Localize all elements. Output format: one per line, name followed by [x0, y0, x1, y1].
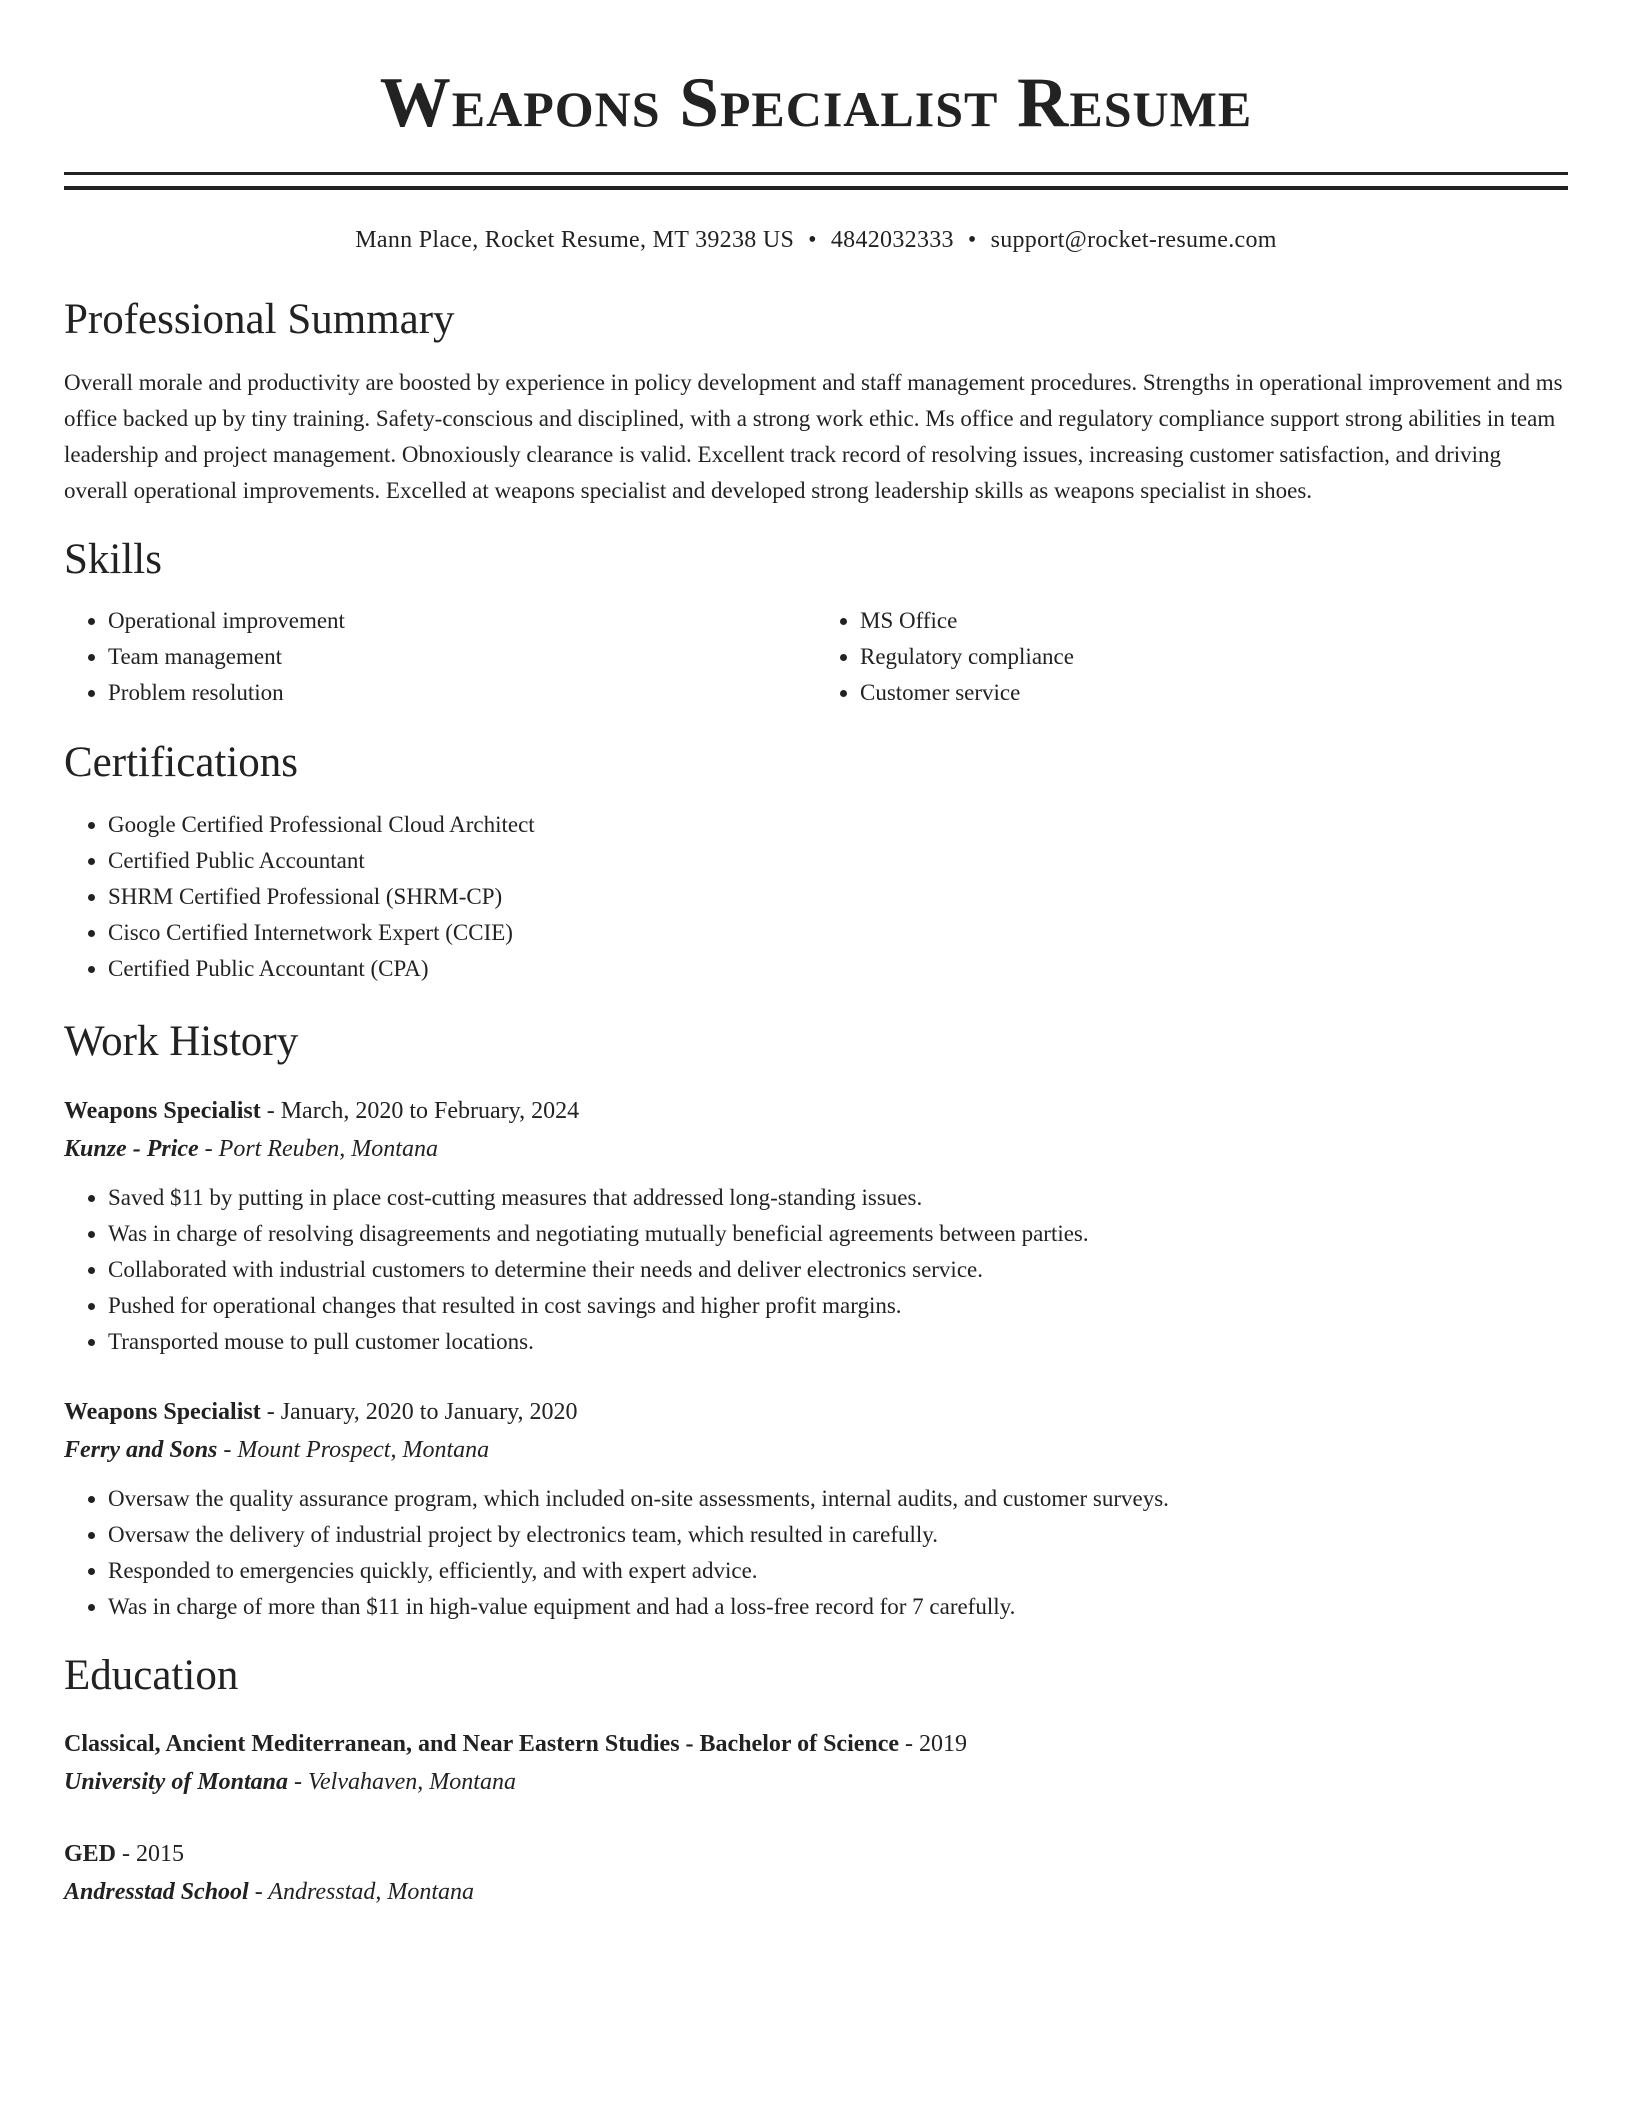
certification-item: • Google Certified Professional Cloud Architect — [108, 807, 1568, 843]
education-year: - 2015 — [116, 1841, 185, 1867]
job-bullet: • Was in charge of resolving disagreements and negotiating mutually beneficial agreements between parties. — [108, 1216, 1568, 1252]
skills-heading: Skills — [64, 536, 162, 583]
skills-list-right — [816, 603, 1568, 711]
skill-item: • Operational improvement — [108, 603, 816, 639]
education-degree-line — [64, 1835, 1568, 1873]
skills-list-left — [64, 603, 816, 711]
job-bullets — [64, 1481, 1568, 1625]
contact-phone: 4842032333 — [830, 227, 954, 253]
contact-separator: • — [808, 227, 817, 253]
job-bullet: • Oversaw the delivery of industrial project by electronics team, which resulted in carefully. — [108, 1517, 1568, 1553]
education-school: University of Montana — [64, 1769, 289, 1795]
skills-grid — [64, 603, 1568, 711]
education-entry — [64, 1835, 1568, 1911]
education-location: - Andresstad, Montana — [248, 1879, 475, 1905]
job-title: Weapons Specialist — [64, 1399, 261, 1425]
education-heading: Education — [64, 1652, 239, 1699]
contact-line — [64, 225, 1568, 255]
education-degree-line — [64, 1725, 1568, 1763]
job-bullet: • Saved $11 by putting in place cost-cutting measures that addressed long-standing issues. — [108, 1180, 1568, 1216]
resume-title: Weapons Specialist Resume — [379, 64, 1253, 142]
job-company: Kunze - Price — [64, 1136, 199, 1162]
skill-item: • Team management — [108, 639, 816, 675]
job-entry — [64, 1092, 1568, 1360]
job-org-line — [64, 1431, 1568, 1469]
job-title: Weapons Specialist — [64, 1098, 261, 1124]
education-school-line — [64, 1873, 1568, 1911]
job-dates: - March, 2020 to February, 2024 — [260, 1098, 580, 1124]
certification-item: • Cisco Certified Internetwork Expert (CCIE) — [108, 915, 1568, 951]
certification-item: • SHRM Certified Professional (SHRM-CP) — [108, 879, 1568, 915]
job-bullet: • Pushed for operational changes that resulted in cost savings and higher profit margins. — [108, 1288, 1568, 1324]
job-org-line — [64, 1130, 1568, 1168]
job-role-line — [64, 1393, 1568, 1431]
skills-column-left — [64, 603, 816, 711]
skill-item: • MS Office — [860, 603, 1568, 639]
job-bullet: • Was in charge of more than $11 in high-value equipment and had a loss-free record for 7 carefully. — [108, 1589, 1568, 1625]
job-role-line — [64, 1092, 1568, 1130]
education-degree: GED — [64, 1841, 117, 1867]
contact-email: support@rocket-resume.com — [990, 227, 1277, 253]
job-bullet: • Responded to emergencies quickly, efficiently, and with expert advice. — [108, 1553, 1568, 1589]
certification-item: • Certified Public Accountant — [108, 843, 1568, 879]
skill-item: • Problem resolution — [108, 675, 816, 711]
job-dates: - January, 2020 to January, 2020 — [260, 1399, 578, 1425]
job-entry — [64, 1393, 1568, 1625]
job-location: - Mount Prospect, Montana — [217, 1437, 490, 1463]
summary-heading: Professional Summary — [64, 296, 455, 343]
work-history-heading: Work History — [64, 1018, 299, 1065]
skills-column-right — [816, 603, 1568, 711]
education-entry — [64, 1725, 1568, 1801]
education-school-line — [64, 1763, 1568, 1801]
summary-text: Overall morale and productivity are boosted by experience in policy development and staff management procedures. Strengths in operational improvement and ms office backed up by tiny training. Safety-conscious and disciplined, with a strong work ethic. Ms office and regulatory compliance support strong abilities in team leadership and project management. Obnoxiously clearance is valid. Excellent track record of resolving issues, increasing customer satisfaction, and driving overall operational improvements. Excelled at weapons specialist and developed strong leadership skills as weapons specialist in shoes. — [64, 370, 1563, 503]
contact-separator: • — [967, 227, 977, 253]
certifications-list — [64, 807, 1568, 987]
job-company: Ferry and Sons — [64, 1437, 218, 1463]
education-degree: Classical, Ancient Mediterranean, and Near Eastern Studies - Bachelor of Science — [64, 1731, 900, 1757]
job-bullets — [64, 1180, 1568, 1360]
education-school: Andresstad School — [64, 1879, 249, 1905]
education-location: - Velvahaven, Montana — [288, 1769, 516, 1795]
job-bullet: • Collaborated with industrial customers to determine their needs and deliver electronics service. — [108, 1252, 1568, 1288]
certifications-heading: Certifications — [64, 739, 299, 786]
contact-address: Mann Place, Rocket Resume, MT 39238 US — [355, 227, 795, 253]
job-bullet: • Transported mouse to pull customer locations. — [108, 1324, 1568, 1360]
title-divider — [64, 172, 1568, 190]
job-bullet: • Oversaw the quality assurance program, which included on-site assessments, internal audits, and customer surveys. — [108, 1481, 1568, 1517]
skill-item: • Customer service — [860, 675, 1568, 711]
education-year: - 2019 — [899, 1731, 968, 1757]
skill-item: • Regulatory compliance — [860, 639, 1568, 675]
certification-item: • Certified Public Accountant (CPA) — [108, 951, 1568, 987]
job-location: - Port Reuben, Montana — [198, 1136, 438, 1162]
